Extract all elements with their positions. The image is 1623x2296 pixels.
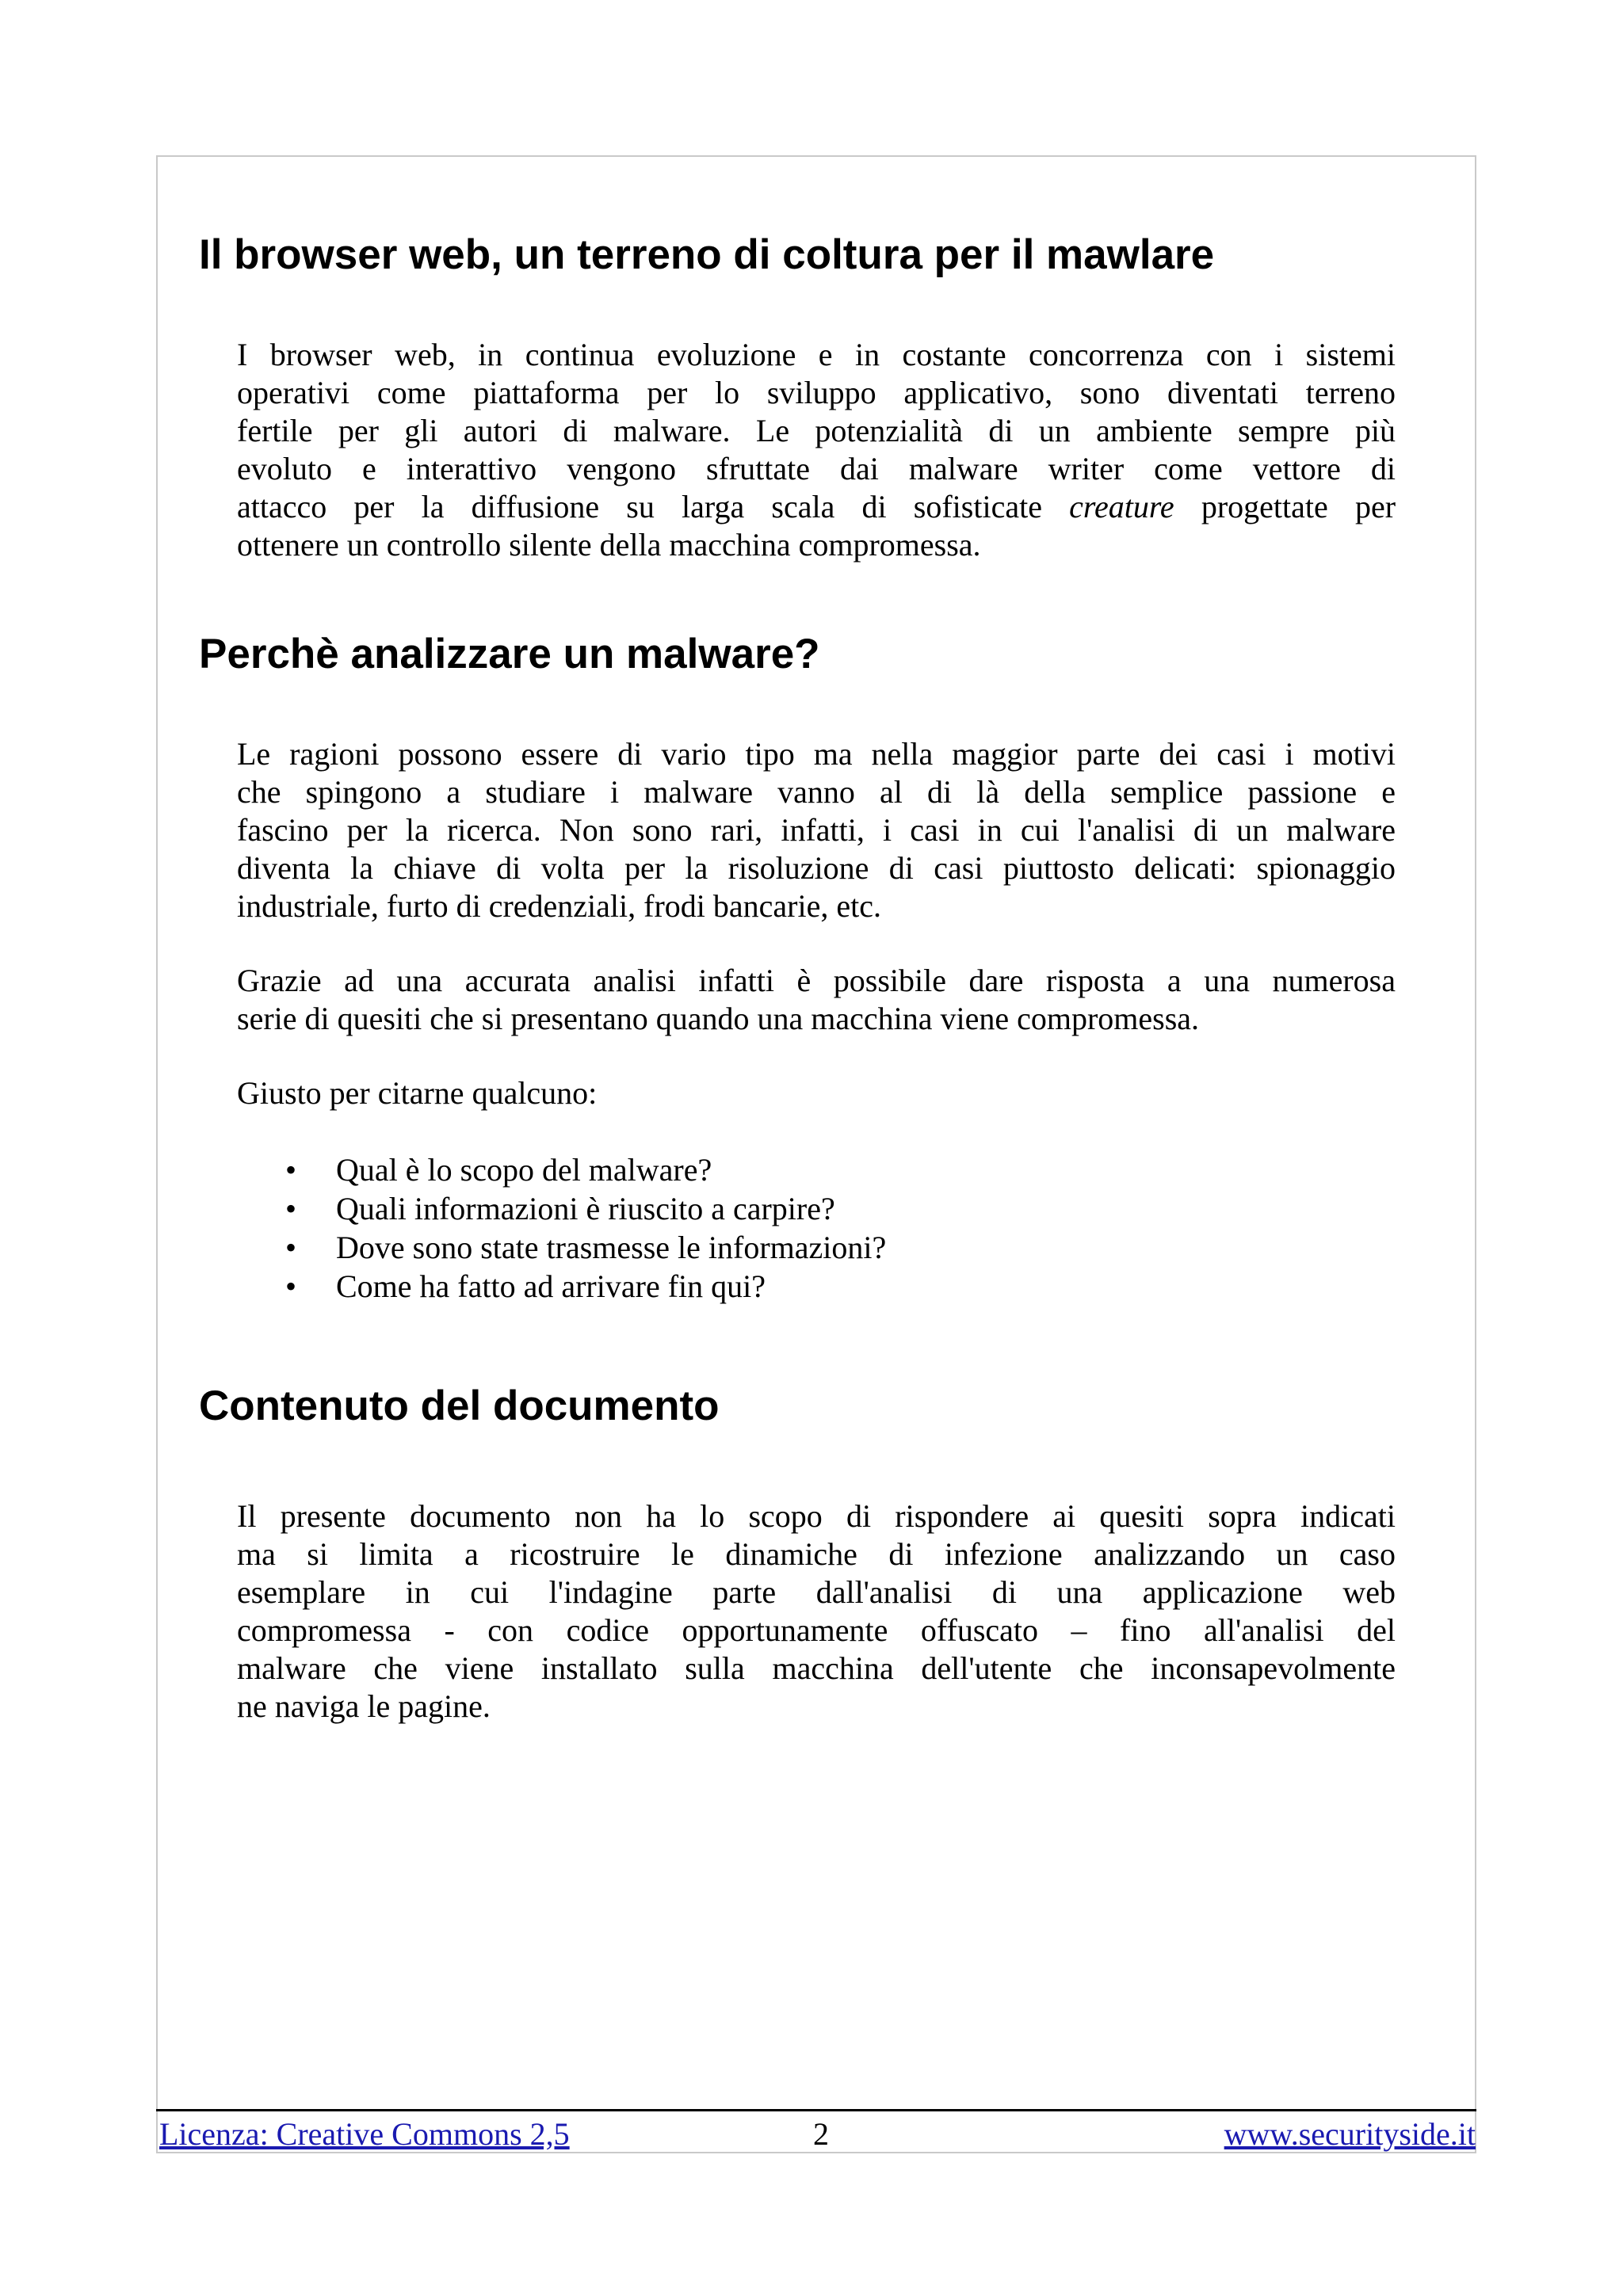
text-line: operativi come piattaforma per lo sviluppo applicativo, sono diventati terreno: [237, 375, 1396, 410]
text-line: diventa la chiave di volta per la risoluzione di casi piuttosto delicati: spionaggio: [237, 850, 1396, 886]
license-link[interactable]: Licenza: Creative Commons 2,5: [159, 2116, 570, 2152]
text-line: evoluto e interattivo vengono sfruttate dai malware writer come vettore di: [237, 451, 1396, 486]
paragraph-contenuto: [237, 1497, 1396, 1726]
page-number: 2: [813, 2116, 829, 2152]
text-line: fertile per gli autori di malware. Le potenzialità di un ambiente sempre più: [237, 413, 1396, 448]
text-line: malware che viene installato sulla macchina dell'utente che inconsapevolmente: [237, 1650, 1396, 1686]
bullet-icon: •: [285, 1268, 297, 1304]
paragraph-giusto: Giusto per citarne qualcuno:: [237, 1075, 598, 1111]
list-item-text: Qual è lo scopo del malware?: [336, 1152, 712, 1188]
section-heading-perche-analizzare: Perchè analizzare un malware?: [199, 631, 820, 677]
bullet-icon: •: [285, 1191, 297, 1226]
text-line: Le ragioni possono essere di vario tipo ma nella maggior parte dei casi i motivi: [237, 736, 1396, 772]
text-line: ma si limita a ricostruire le dinamiche di infezione analizzando un caso: [237, 1536, 1396, 1572]
text-line: ottenere un controllo silente della macchina compromessa.: [237, 527, 981, 563]
text-line: compromessa - con codice opportunamente offuscato – fino all'analisi del: [237, 1612, 1396, 1648]
text-line: ne naviga le pagine.: [237, 1688, 491, 1724]
text-line: [237, 488, 1396, 526]
list-item: [285, 1189, 886, 1228]
footer-divider: [156, 2109, 1476, 2111]
question-list: [285, 1150, 886, 1306]
text-fragment: attacco per la diffusione su larga scala di sofisticate: [237, 489, 1042, 524]
emphasis-creature: creature: [1069, 489, 1174, 524]
website-link[interactable]: www.securityside.it: [1224, 2116, 1476, 2152]
text-fragment: progettate per: [1201, 489, 1396, 524]
bullet-icon: •: [285, 1152, 297, 1188]
text-line: Grazie ad una accurata analisi infatti è possibile dare risposta a una numerosa: [237, 963, 1396, 998]
paragraph-browser-web: [237, 336, 1396, 564]
paragraph-grazie: [237, 962, 1396, 1038]
list-item-text: Come ha fatto ad arrivare fin qui?: [336, 1268, 766, 1304]
text-line: fascino per la ricerca. Non sono rari, infatti, i casi in cui l'analisi di un malware: [237, 812, 1396, 848]
list-item: [285, 1267, 886, 1306]
list-item-text: Dove sono state trasmesse le informazioni?: [336, 1230, 887, 1265]
paragraph-ragioni: [237, 735, 1396, 925]
section-heading-contenuto: Contenuto del documento: [199, 1383, 720, 1429]
text-line: I browser web, in continua evoluzione e in costante concorrenza con i sistemi: [237, 337, 1396, 372]
text-line: che spingono a studiare i malware vanno al di là della semplice passione e: [237, 774, 1396, 810]
list-item: [285, 1150, 886, 1189]
text-line: esemplare in cui l'indagine parte dall'analisi di una applicazione web: [237, 1574, 1396, 1610]
text-line: Il presente documento non ha lo scopo di rispondere ai quesiti sopra indicati: [237, 1498, 1396, 1534]
bullet-icon: •: [285, 1230, 297, 1265]
text-line: serie di quesiti che si presentano quando una macchina viene compromessa.: [237, 1001, 1200, 1036]
section-heading-browser-web: Il browser web, un terreno di coltura per il mawlare: [199, 231, 1215, 278]
text-line: industriale, furto di credenziali, frodi bancarie, etc.: [237, 888, 881, 924]
list-item: [285, 1228, 886, 1267]
list-item-text: Quali informazioni è riuscito a carpire?: [336, 1191, 835, 1226]
